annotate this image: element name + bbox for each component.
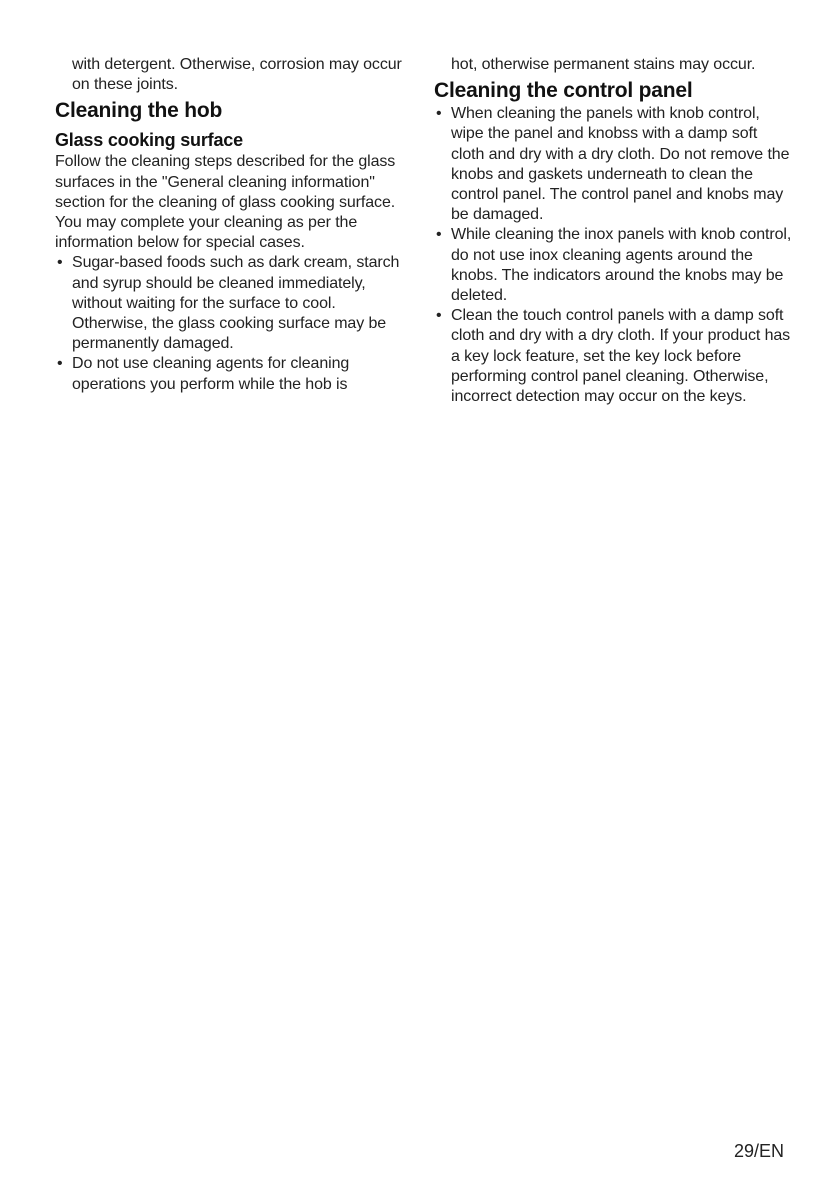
right-bullet-list [434,104,794,407]
intro-paragraph: Follow the cleaning steps described for the glass surfaces in the "General cleaning information" section for the cleaning of glass cooking surface. You may complete your cleaning as per the information below for special cases. [55,153,396,252]
continuation-text-right: hot, otherwise permanent stains may occur. [451,56,756,73]
list-item [55,354,405,394]
section-title-cleaning-hob: Cleaning the hob [55,99,223,123]
right-column [434,55,794,407]
bullet-icon: • [57,254,63,272]
list-item [434,104,794,225]
list-item [434,306,794,407]
list-item [434,225,794,306]
list-item-text: Sugar-based foods such as dark cream, starch and syrup should be cleaned immediately, without waiting for the surface to cool. Otherwise, the glass cooking surface may be permanently damaged. [72,254,400,353]
list-item [55,253,405,354]
bullet-icon: • [436,105,442,123]
list-item-text: Do not use cleaning agents for cleaning operations you perform while the hob is [72,355,350,393]
bullet-icon: • [57,355,63,373]
left-bullet-list [55,253,405,394]
list-item-text: While cleaning the inox panels with knob control, do not use inox cleaning agents around the knobs. The indicators around the knobs may be deleted. [451,226,792,305]
subsection-title-glass-surface: Glass cooking surface [55,130,243,151]
page-number: 29/EN [733,1141,784,1161]
left-column [55,55,405,395]
bullet-icon: • [436,307,442,325]
bullet-icon: • [436,226,442,244]
list-item-text: Clean the touch control panels with a damp soft cloth and dry with a dry cloth. If your product has a key lock feature, set the key lock before performing control panel cleaning. Otherwise, incorrect detection may occur on the keys. [451,307,791,406]
list-item-text: When cleaning the panels with knob control, wipe the panel and knobss with a damp soft cloth and dry with a dry cloth. Do not remove the knobs and gaskets underneath to clean the control panel. The control panel and knobs may be damaged. [451,105,790,224]
continuation-text-left: with detergent. Otherwise, corrosion may occur on these joints. [72,56,402,94]
section-title-control-panel: Cleaning the control panel [434,79,693,103]
